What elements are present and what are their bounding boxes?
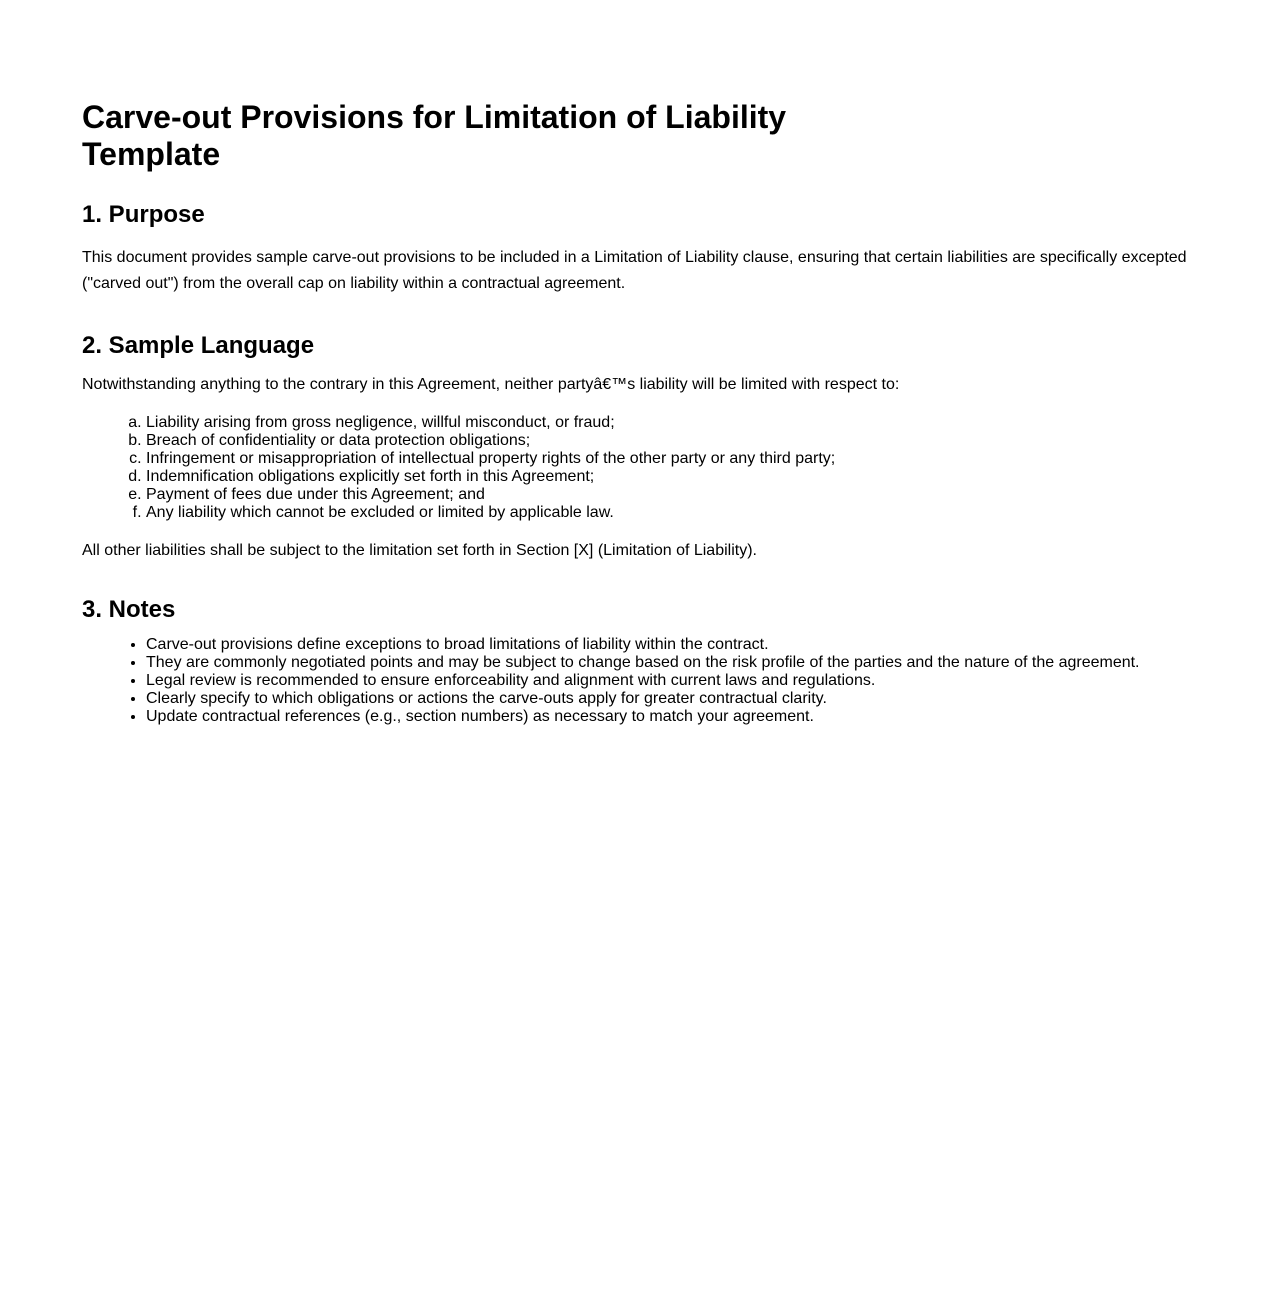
purpose-heading: 1. Purpose [82, 201, 205, 228]
carve-out-item: f. Any liability which cannot be excluded or limited by applicable law. [146, 504, 1196, 522]
note-item: • Legal review is recommended to ensure enforceability and alignment with current laws and regulations. [146, 672, 1196, 690]
carve-out-item: b. Breach of confidentiality or data protection obligations; [146, 432, 1196, 450]
note-item: • They are commonly negotiated points and may be subject to change based on the risk profile of the parties and the nature of the agreement. [146, 654, 1196, 672]
sample-language-heading: 2. Sample Language [82, 332, 315, 359]
carve-out-item: d. Indemnification obligations explicitly set forth in this Agreement; [146, 468, 1196, 486]
sample-language-closing: All other liabilities shall be subject to the limitation set forth in Section [X] (Limitation of Liability). [82, 542, 757, 559]
note-item: • Clearly specify to which obligations or actions the carve-outs apply for greater contractual clarity. [146, 690, 1196, 708]
notes-list [82, 636, 1196, 726]
notes-heading: 3. Notes [82, 596, 176, 623]
document-title: Carve-out Provisions for Limitation of Liability Template [82, 99, 787, 172]
purpose-text: This document provides sample carve-out provisions to be included in a Limitation of Liability clause, ensuring that certain liabilities are specifically excepted ("carved out") from the overall cap on liability within a contractual agreement. [82, 249, 1187, 292]
carve-out-list [82, 414, 1196, 522]
note-item: • Update contractual references (e.g., section numbers) as necessary to match your agreement. [146, 708, 1196, 726]
carve-out-item: a. Liability arising from gross negligence, willful misconduct, or fraud; [146, 414, 1196, 432]
carve-out-item: c. Infringement or misappropriation of intellectual property rights of the other party or any third party; [146, 450, 1196, 468]
note-item: • Carve-out provisions define exceptions to broad limitations of liability within the contract. [146, 636, 1196, 654]
sample-language-intro: Notwithstanding anything to the contrary in this Agreement, neither partyâ€™s liability will be limited with respect to: [82, 376, 900, 393]
carve-out-item: e. Payment of fees due under this Agreement; and [146, 486, 1196, 504]
